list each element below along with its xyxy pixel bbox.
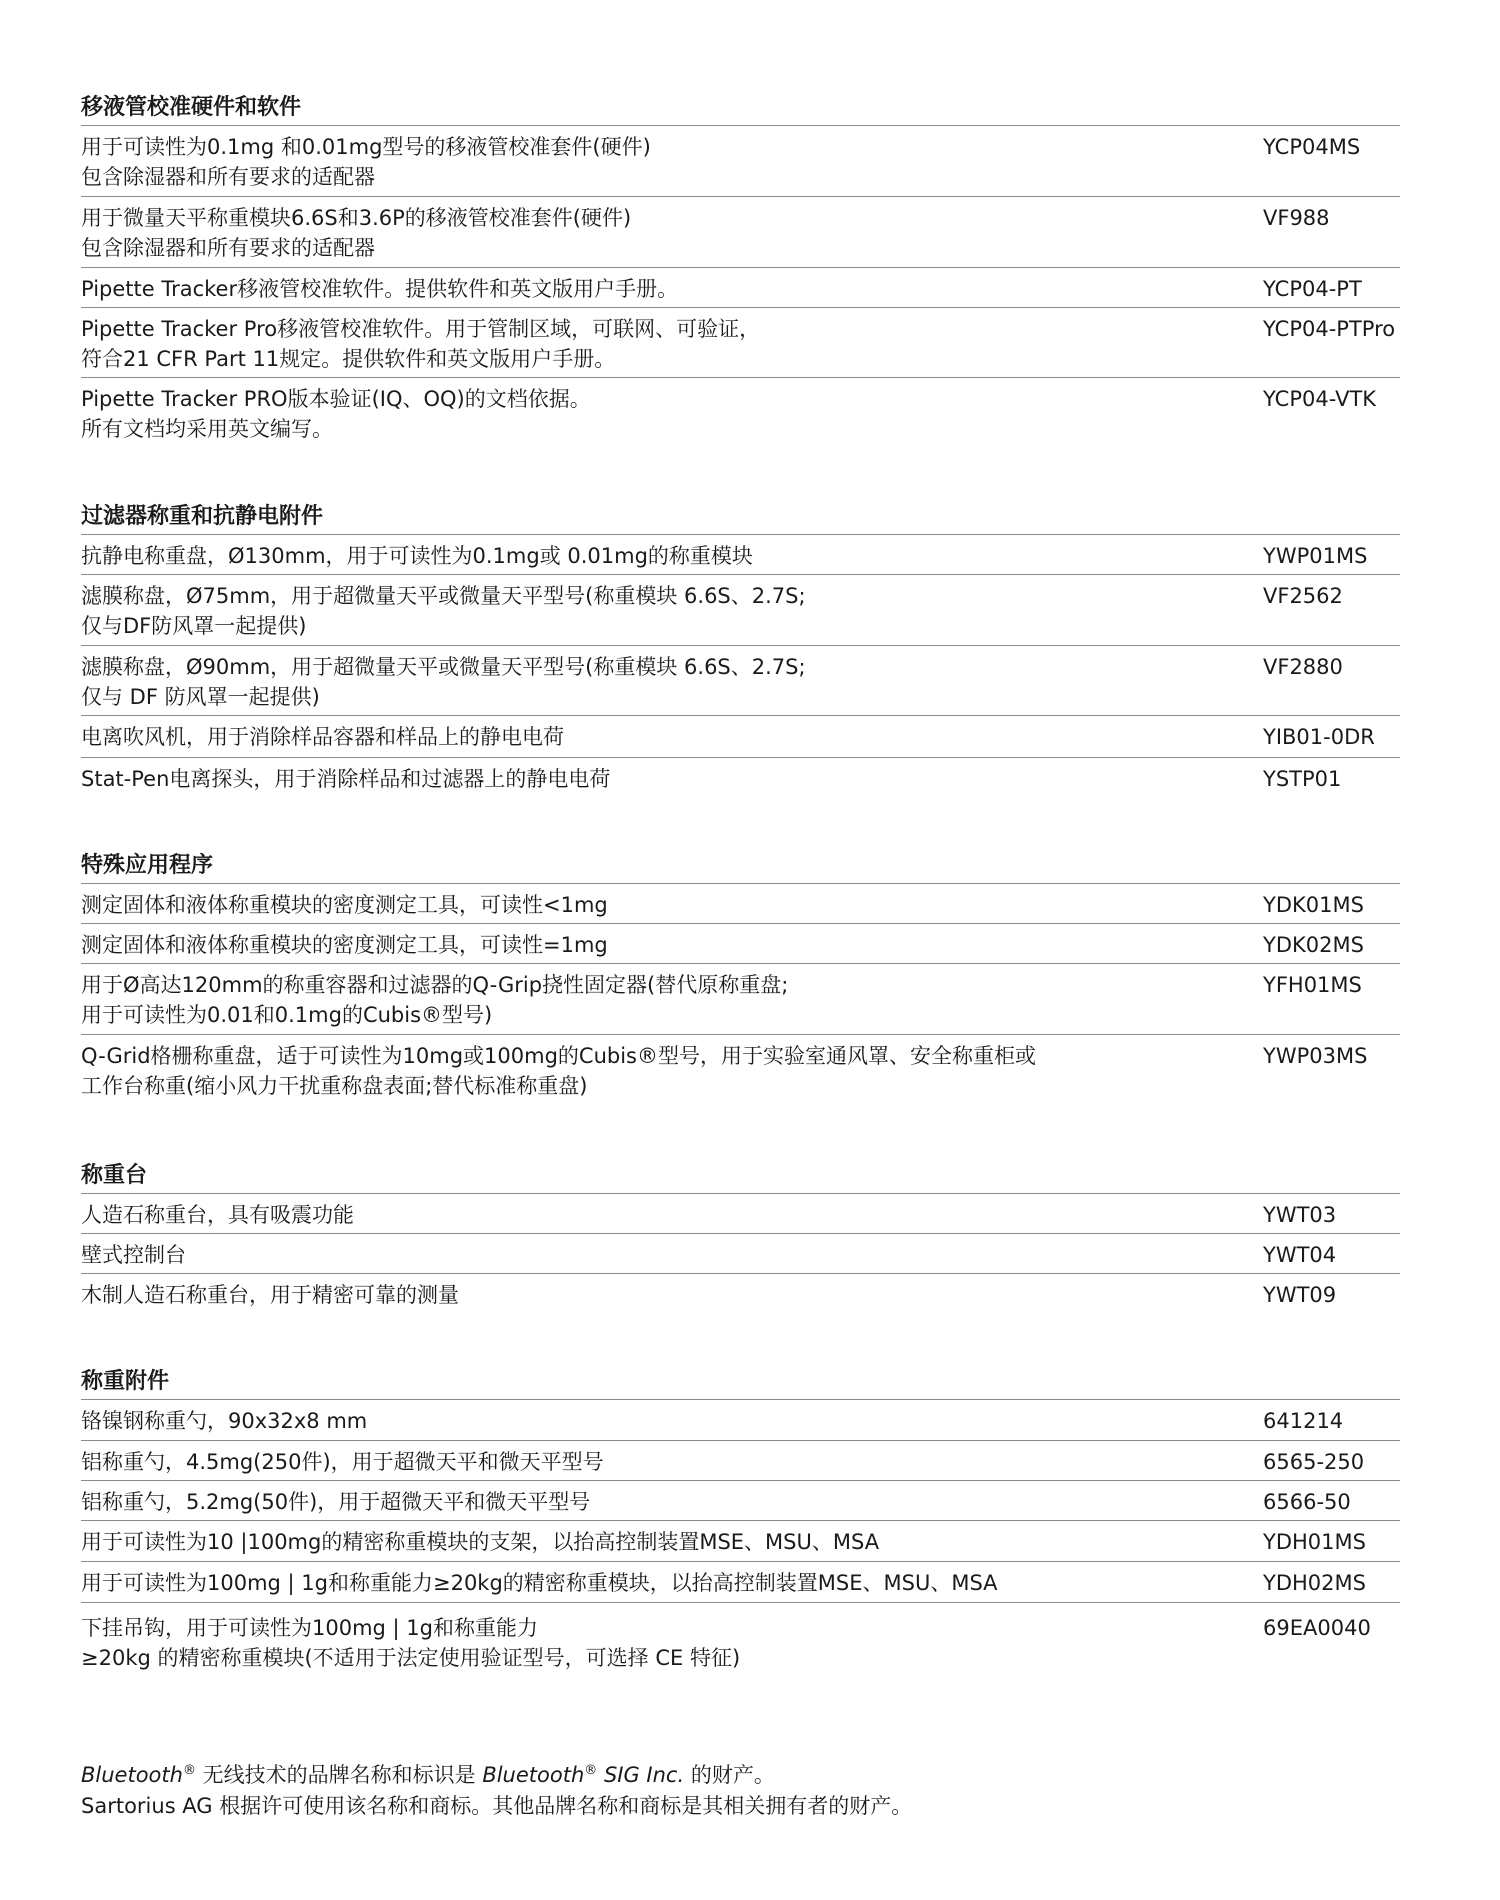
row-code: YDH02MS: [1263, 1571, 1366, 1595]
row-code: YWT03: [1263, 1203, 1337, 1227]
table-row: [81, 197, 1400, 268]
table-row: [81, 378, 1400, 448]
row-code: 641214: [1263, 1409, 1344, 1433]
table-row: [81, 964, 1400, 1035]
row-code: VF2880: [1263, 655, 1343, 679]
row-description: Pipette Tracker Pro移液管校准软件。用于管制区域，可联网、可验证， 符合21 CFR Part 11规定。提供软件和英文版用户手册。: [81, 317, 761, 371]
row-code: 6565-250: [1263, 1450, 1365, 1474]
table-row: [81, 126, 1400, 197]
trademark-line-2: Sartorius AG 根据许可使用该名称和商标。其他品牌名称和商标是其相关拥有者的财产。: [81, 1794, 913, 1818]
row-description: 木制人造石称重台，用于精密可靠的测量: [81, 1283, 459, 1307]
row-code: YCP04-PTPro: [1263, 317, 1396, 341]
table-row: [81, 1562, 1400, 1603]
row-description: 抗静电称重盘，Ø130mm，用于可读性为0.1mg或 0.01mg的称重模块: [81, 544, 753, 568]
row-description: Q-Grid格栅称重盘，适于可读性为10mg或100mg的Cubis®型号，用于实验室通风罩、安全称重柜或 工作台称重(缩小风力干扰重称盘表面;替代标准称重盘): [81, 1044, 1036, 1098]
row-code: YCP04-VTK: [1263, 387, 1377, 411]
row-code: YDK02MS: [1263, 933, 1364, 957]
section-title: 特殊应用程序: [81, 846, 1400, 884]
trademark-footer: [81, 1755, 912, 1822]
table-row: [81, 268, 1400, 308]
row-code: YIB01-0DR: [1263, 725, 1375, 749]
table-row: [81, 716, 1400, 758]
table-row: [81, 308, 1400, 378]
row-description: 用于可读性为10 |100mg的精密称重模块的支架，以抬高控制装置MSE、MSU、MSA: [81, 1530, 880, 1554]
row-code: VF2562: [1263, 584, 1343, 608]
section-title: 移液管校准硬件和软件: [81, 88, 1400, 126]
row-code: YWP03MS: [1263, 1044, 1368, 1068]
table-row: [81, 535, 1400, 575]
section-weighing-tables: [81, 1156, 1400, 1314]
row-description: 测定固体和液体称重模块的密度测定工具，可读性<1mg: [81, 893, 608, 917]
row-description: 用于可读性为0.1mg 和0.01mg型号的移液管校准套件(硬件) 包含除湿器和所有要求的适配器: [81, 135, 651, 189]
row-description: 滤膜称盘，Ø90mm，用于超微量天平或微量天平型号(称重模块 6.6S、2.7S; 仅与 DF 防风罩一起提供): [81, 655, 806, 709]
row-code: YFH01MS: [1263, 973, 1362, 997]
row-description: 铬镍钢称重勺，90x32x8 mm: [81, 1409, 368, 1433]
table-row: [81, 575, 1400, 646]
section-special-applications: [81, 846, 1400, 1105]
section-title: 称重附件: [81, 1362, 1400, 1400]
section-filter-antistatic: [81, 497, 1400, 798]
table-row: [81, 1035, 1400, 1105]
table-row: [81, 646, 1400, 716]
table-row: [81, 1481, 1400, 1521]
row-code: YWP01MS: [1263, 544, 1368, 568]
section-pipette-calibration: [81, 88, 1400, 448]
table-row: [81, 1521, 1400, 1562]
table-row: [81, 1400, 1400, 1441]
row-description: 用于微量天平称重模块6.6S和3.6P的移液管校准套件(硬件) 包含除湿器和所有要求的适配器: [81, 206, 632, 260]
section-title: 过滤器称重和抗静电附件: [81, 497, 1400, 535]
trademark-line-1: Bluetooth® 无线技术的品牌名称和标识是 Bluetooth® SIG Inc. 的财产。: [81, 1763, 775, 1787]
row-description: 壁式控制台: [81, 1243, 186, 1267]
row-description: 铝称重勺，5.2mg(50件)，用于超微天平和微天平型号: [81, 1490, 591, 1514]
row-description: 铝称重勺，4.5mg(250件)，用于超微天平和微天平型号: [81, 1450, 604, 1474]
row-description: 用于Ø高达120mm的称重容器和过滤器的Q-Grip挠性固定器(替代原称重盘; 用于可读性为0.01和0.1mg的Cubis®型号): [81, 973, 789, 1027]
row-description: Stat-Pen电离探头，用于消除样品和过滤器上的静电电荷: [81, 767, 611, 791]
table-row: [81, 1234, 1400, 1274]
row-code: YDK01MS: [1263, 893, 1364, 917]
table-row: [81, 1603, 1400, 1675]
table-row: [81, 924, 1400, 964]
table-row: [81, 1441, 1400, 1481]
section-title: 称重台: [81, 1156, 1400, 1194]
row-code: YCP04MS: [1263, 135, 1361, 159]
row-code: YCP04-PT: [1263, 277, 1362, 301]
table-row: [81, 758, 1400, 798]
row-code: YSTP01: [1263, 767, 1342, 791]
row-description: 用于可读性为100mg | 1g和称重能力≥20kg的精密称重模块，以抬高控制装置MSE、MSU、MSA: [81, 1571, 998, 1595]
row-description: 测定固体和液体称重模块的密度测定工具，可读性=1mg: [81, 933, 608, 957]
section-weighing-accessories: [81, 1362, 1400, 1675]
row-description: 滤膜称盘，Ø75mm，用于超微量天平或微量天平型号(称重模块 6.6S、2.7S; 仅与DF防风罩一起提供): [81, 584, 806, 638]
row-description: Pipette Tracker PRO版本验证(IQ、OQ)的文档依据。 所有文档均采用英文编写。: [81, 387, 591, 441]
row-description: 人造石称重台，具有吸震功能: [81, 1203, 354, 1227]
row-description: 下挂吊钩，用于可读性为100mg | 1g和称重能力 ≥20kg 的精密称重模块(不适用于法定使用验证型号，可选择 CE 特征): [81, 1616, 741, 1670]
table-row: [81, 1274, 1400, 1314]
row-code: VF988: [1263, 206, 1330, 230]
row-code: 6566-50: [1263, 1490, 1351, 1514]
row-code: YDH01MS: [1263, 1530, 1366, 1554]
row-code: YWT09: [1263, 1283, 1337, 1307]
row-description: 电离吹风机，用于消除样品容器和样品上的静电电荷: [81, 725, 564, 749]
table-row: [81, 1194, 1400, 1234]
row-code: 69EA0040: [1263, 1616, 1371, 1640]
table-row: [81, 884, 1400, 924]
row-code: YWT04: [1263, 1243, 1337, 1267]
row-description: Pipette Tracker移液管校准软件。提供软件和英文版用户手册。: [81, 277, 679, 301]
